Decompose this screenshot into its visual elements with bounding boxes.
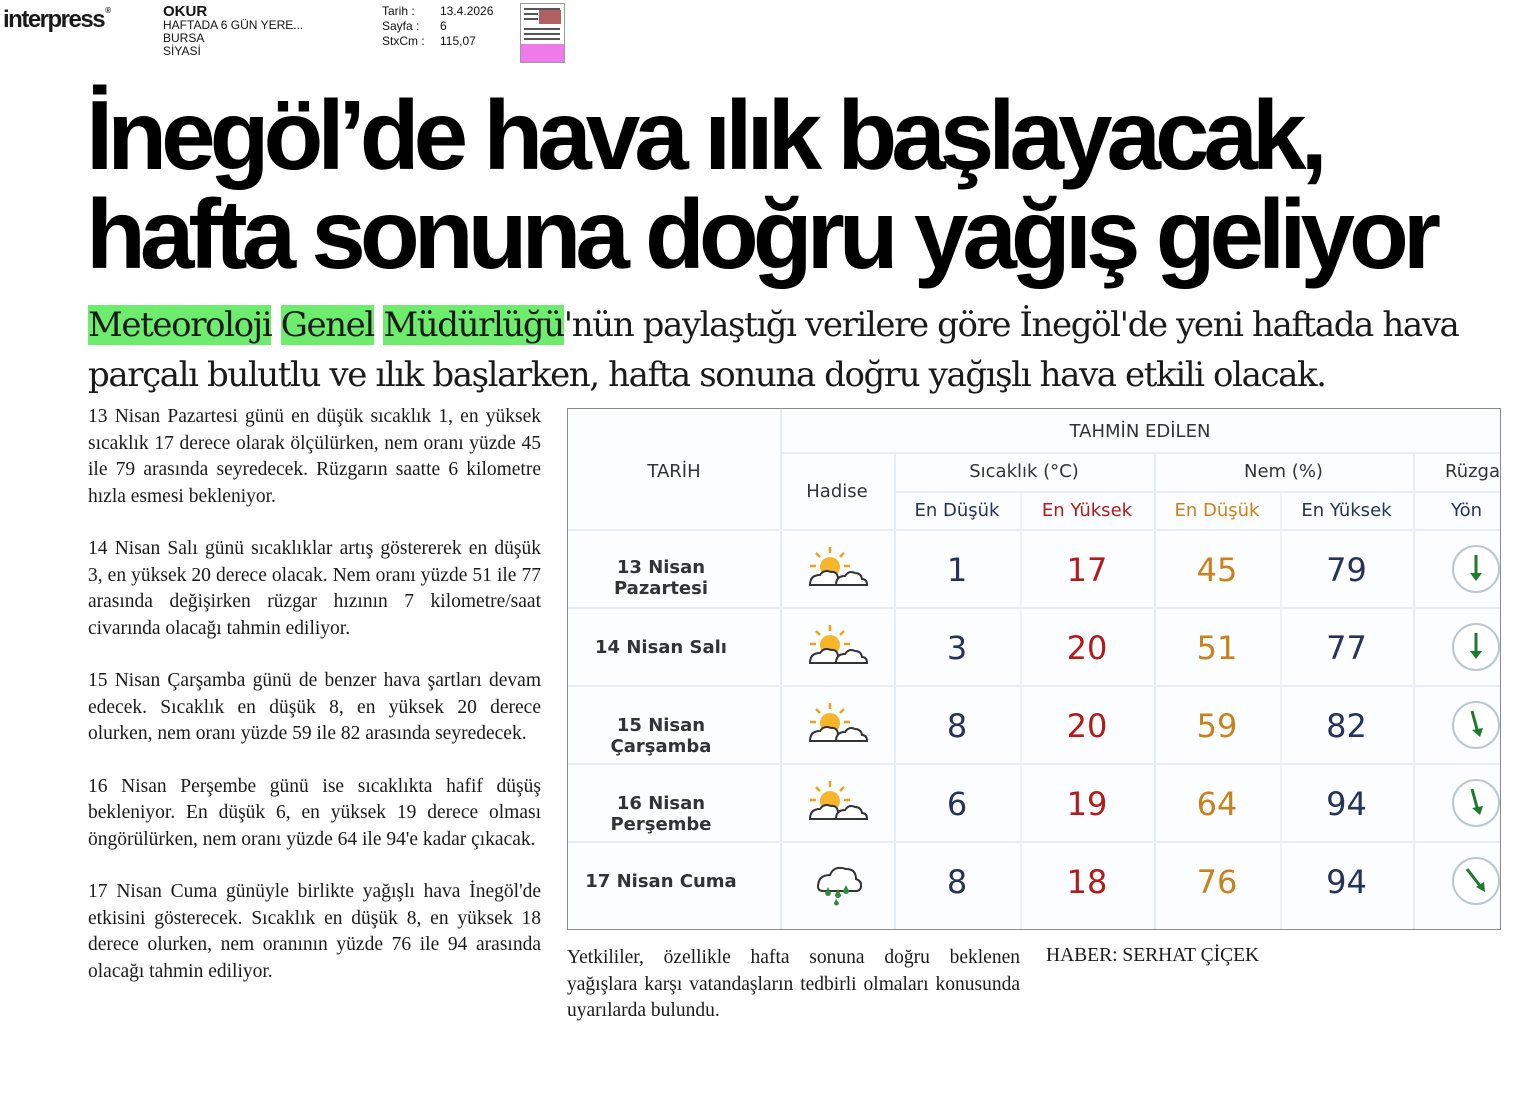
wind-south-icon <box>1452 545 1500 593</box>
row-date: 16 Nisan Perşembe <box>610 793 712 835</box>
max-humidity: 79 <box>1326 551 1367 589</box>
page-thumbnail[interactable] <box>520 3 565 63</box>
interpress-logo: interpress® <box>3 6 111 33</box>
clipping-meta <box>382 4 493 49</box>
col-wind: Rüzga <box>1445 461 1501 482</box>
col-event: Hadise <box>806 481 868 502</box>
table-row <box>568 765 1500 843</box>
source-line: SİYASİ <box>163 44 201 58</box>
clipping-source <box>163 5 303 58</box>
col-humidity: Nem (%) <box>1244 461 1323 482</box>
sub-max-humidity: En Yüksek <box>1301 500 1392 521</box>
highlight-meteoroloji: Meteoroloji <box>88 305 272 345</box>
max-temperature: 17 <box>1066 551 1108 589</box>
col-date: TARİH <box>647 461 701 482</box>
min-humidity: 45 <box>1196 551 1238 589</box>
lead-text: 'nün paylaştığı verilere göre İnegöl'de yeni haftada hava parçalı bulutlu ve ılık başlarken, hafta sonuna doğru yağışlı hava etkili olacak. <box>88 305 1459 395</box>
row-date: 14 Nisan Salı <box>595 637 727 658</box>
max-temperature: 19 <box>1066 785 1108 823</box>
min-temperature: 8 <box>946 863 968 901</box>
headline <box>86 80 1511 289</box>
rain-cloud-icon <box>812 857 862 907</box>
body-paragraph: 13 Nisan Pazartesi günü en düşük sıcaklık 1, en yüksek sıcaklık 17 derece olarak ölçülürken, nem oranı yüzde 45 ile 79 arasında seyredecek. Rüzgarın saatte 6 kilometre hızla esmesi bekleniyor. <box>88 406 541 507</box>
sub-min-humidity: En Düşük <box>1174 500 1260 521</box>
body-paragraph: 16 Nisan Perşembe günü ise sıcaklıkta hafif düşüş bekleniyor. En düşük 6, en yüksek 19 derece olması öngörülürken, nem oranı yüzde 64 ile 94'e kadar çıkacak. <box>88 775 541 850</box>
meta-value: 13.4.2026 <box>440 4 494 18</box>
max-humidity: 94 <box>1326 863 1367 901</box>
body-paragraph: 15 Nisan Çarşamba günü de benzer hava şartları devam edecek. Sıcaklık en düşük 8, en yüksek 20 derece olurken, nem oranı yüzde 59 ile 82 arasında seyredecek. <box>88 670 541 744</box>
wind-southeast-icon <box>1452 857 1500 905</box>
max-humidity: 77 <box>1326 629 1367 667</box>
col-temperature: Sıcaklık (°C) <box>969 461 1079 482</box>
highlight-mudurlugu: Müdürlüğü <box>383 305 564 345</box>
body-column <box>88 404 541 1011</box>
row-date: 13 Nisan Pazartesi <box>613 557 709 599</box>
row-date: 17 Nisan Cuma <box>585 871 737 892</box>
max-humidity: 94 <box>1326 785 1367 823</box>
row-date: 15 Nisan Çarşamba <box>610 715 712 757</box>
source-line: HAFTADA 6 GÜN YERE... <box>163 18 304 32</box>
wind-south-icon <box>1452 623 1500 671</box>
meta-key: Sayfa : <box>382 19 420 33</box>
meta-value: 6 <box>440 19 447 33</box>
headline-line-1: İnegöl’de hava ılık başlayacak, <box>86 80 1322 190</box>
partly-cloudy-icon <box>806 779 868 827</box>
max-humidity: 82 <box>1326 707 1367 745</box>
byline: HABER: SERHAT ÇİÇEK <box>1046 945 1260 966</box>
source-line: BURSA <box>163 31 205 45</box>
image-caption: Yetkililer, özellikle hafta sonuna doğru beklenen yağışlara karşı vatandaşların tedbirli olmaları konusunda uyarılarda bulundu. <box>567 947 1020 1021</box>
min-temperature: 8 <box>946 707 968 745</box>
sub-direction: Yön <box>1451 500 1483 521</box>
wind-south-southeast-icon <box>1452 701 1500 749</box>
max-temperature: 20 <box>1066 707 1108 745</box>
wind-south-southeast-icon <box>1452 779 1500 827</box>
body-paragraph: 17 Nisan Cuma günüyle birlikte yağışlı hava İnegöl'de etkisini gösterecek. Sıcaklık en düşük 8, en yüksek 18 derece olurken, nem oranının yüzde 76 ile 94 arasında olacağı tahmin ediliyor. <box>88 881 541 982</box>
partly-cloudy-icon <box>806 701 868 749</box>
min-temperature: 1 <box>946 551 968 589</box>
min-humidity: 51 <box>1196 629 1238 667</box>
lead-paragraph <box>88 300 1508 400</box>
sub-max-temp: En Yüksek <box>1041 500 1133 521</box>
headline-line-2: hafta sonuna doğru yağış geliyor <box>86 179 1436 289</box>
min-humidity: 76 <box>1196 863 1238 901</box>
body-paragraph: 14 Nisan Salı günü sıcaklıklar artış göstererek en düşük 3, en yüksek 20 derece olacak. Nem oranı yüzde 51 ile 77 arasında değişirken rüzgar hızının 7 kilometre/saat civarında olacağı tahmin ediliyor. <box>88 538 541 639</box>
min-temperature: 6 <box>946 785 968 823</box>
publication-name: OKUR <box>163 3 208 20</box>
table-row <box>568 609 1500 687</box>
forecast-table <box>567 408 1501 930</box>
partly-cloudy-icon <box>806 623 868 671</box>
meta-key: Tarih : <box>382 4 415 18</box>
table-row <box>568 531 1500 609</box>
table-row <box>568 687 1500 765</box>
meta-value: 115,07 <box>440 34 476 48</box>
max-temperature: 18 <box>1066 863 1108 901</box>
table-row <box>568 843 1500 921</box>
min-humidity: 59 <box>1196 707 1238 745</box>
min-temperature: 3 <box>946 629 968 667</box>
meta-key: StxCm : <box>382 34 425 48</box>
sub-min-temp: En Düşük <box>914 500 1000 521</box>
highlight-genel: Genel <box>280 305 374 345</box>
min-humidity: 64 <box>1196 785 1238 823</box>
max-temperature: 20 <box>1066 629 1108 667</box>
partly-cloudy-icon <box>806 545 868 593</box>
group-title: TAHMİN EDİLEN <box>1069 421 1211 442</box>
